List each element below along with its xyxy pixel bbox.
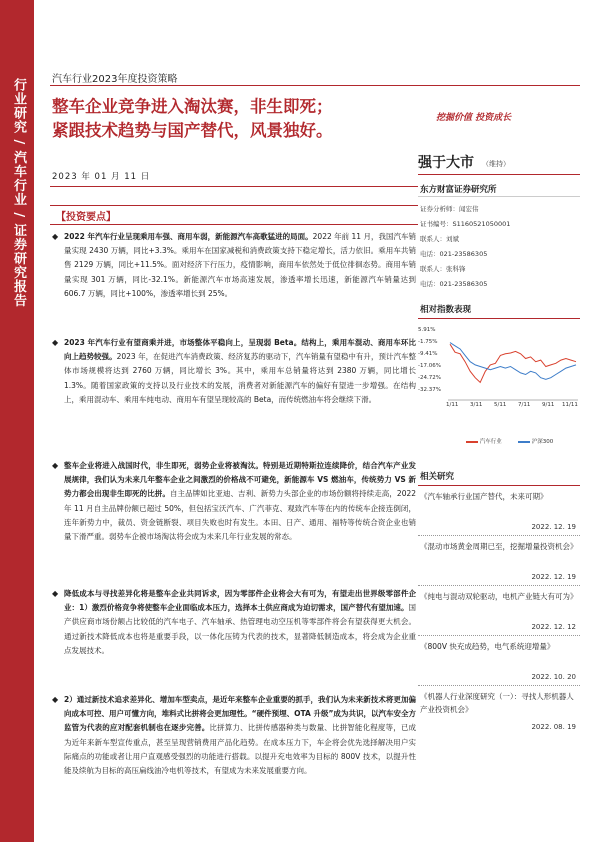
research-item[interactable]: 《机器人行业深度研究（一）：寻找人形机器人产业投资机会》 — [420, 692, 574, 714]
research-date: 2022. 10. 20 — [531, 673, 576, 681]
report-series-label: 汽车行业2023年度投资策略 — [52, 74, 178, 85]
research-date: 2022. 08. 19 — [531, 723, 576, 731]
key-point-3 — [64, 459, 416, 544]
bullet-diamond-icon: ◆ — [52, 695, 59, 704]
x-tick-label: 5/11 — [494, 402, 507, 408]
related-research-divider — [418, 485, 580, 486]
research-date: 2022. 12. 19 — [531, 573, 576, 581]
key-point-5 — [64, 693, 416, 778]
x-tick-label: 1/11 — [446, 402, 459, 408]
research-item[interactable]: 《纯电与混动双轮驱动，电机产业链大有可为》 — [420, 592, 578, 601]
research-separator — [418, 685, 580, 686]
chart-section-title: 相对指数表现 — [420, 305, 472, 315]
key-point-1-bold: 2022 年汽车行业呈现乘用车强、商用车弱，新能源汽车高歌猛进的局面。 — [64, 232, 313, 241]
key-points-title: 【投资要点】 — [56, 212, 116, 223]
rating-sub: （维持） — [482, 160, 510, 168]
analyst-line: 联系人：刘斌 — [420, 235, 459, 243]
chart-section-divider — [418, 318, 580, 319]
key-point-1 — [64, 230, 416, 301]
research-separator — [418, 585, 580, 586]
title-line-1: 整车企业竞争进入淘汰赛，非生即死； — [52, 97, 333, 116]
key-point-4 — [64, 587, 416, 658]
legend-label: 沪深300 — [531, 439, 554, 445]
date-divider — [50, 186, 418, 187]
key-point-4-text: 国产供应商市场份额占比较低的汽车电子、汽车轴承、热管理电动空压机等零部件将会有望获得更大机会。通过新技术降低成本也将是重要手段，以一体化压铸为代表的技术，显著降低制造成本，将会成为企业重点发展技术。 — [64, 603, 416, 655]
key-point-3-text: 自主品牌如比亚迪、吉利、新势力头部企业的市场份额将持续走高，2022 年 11 月自主品牌份额已超过 50%，但包括宝沃汽车、广汽菲克、观致汽车等在内的传统车企接连倒闭，连年新势力中，裁员、资金链断裂、项目失败也时有发生。本田、日产、通用、福特等传统合资企业也销量下滑严重。弱势车企被市场淘汰将会成为未来几年行业发展的常态。 — [64, 489, 417, 542]
research-separator — [418, 535, 580, 536]
research-separator — [418, 635, 580, 636]
header-divider-right — [418, 85, 580, 86]
x-tick-label: 11/11 — [562, 402, 578, 408]
research-item[interactable]: 《800V 快充成趋势，电气系统迎增量》 — [420, 642, 555, 651]
legend-swatch — [466, 441, 478, 443]
x-tick-label: 7/11 — [518, 402, 531, 408]
analyst-line: 电话：021-23586305 — [420, 250, 488, 258]
key-point-2-text: 2023 年，在促进汽车消费政策、经济复苏的驱动下，汽车销量有望稳中有升，预计汽车整体市场规模将达到 2760 万辆，同比增长 3%。其中，乘用车总销量将达到 2380 万辆，同比增长 1.3%。随着国家政策的支持以及行业技术的发展，消费者对新能源汽车的偏好有望进一步增强。在结构上，乘用混动车、乘用车纯电动、商用车有望呈现较高的 Beta，而传统燃油车将会继续下滑。 — [64, 352, 417, 404]
research-date: 2022. 12. 19 — [531, 523, 576, 531]
research-date: 2022. 12. 12 — [531, 623, 576, 631]
chart-plot — [418, 325, 580, 435]
report-date: 2023 年 01 月 11 日 — [52, 172, 151, 182]
analyst-line: 联系人：张科锋 — [420, 265, 466, 273]
y-tick-label: -24.72% — [418, 375, 441, 381]
series-line-0 — [450, 344, 576, 382]
analyst-line: 电话：021-23586305 — [420, 280, 488, 288]
slogan: 挖掘价值 投资成长 — [436, 113, 512, 123]
key-point-1-text: 2022 年前 11 月，我国汽车销量实现 2430 万辆，同比+3.3%。乘用车在国家减税和消费政策支持下稳定增长，活力依旧。乘用车共销售 2129 万辆，同比+11.5%。面对经济下行压力，疫情影响，商用车依然处于低位徘徊态势。商用车销量实现 301 万辆，同比-32.1%。新能源汽车市场高速发展，渗透率增长迅速，新能源汽车销量达到 606.7 万辆，同比+100%，渗透率增长到 25%。 — [64, 232, 416, 298]
bullet-diamond-icon: ◆ — [52, 461, 59, 470]
key-point-2 — [64, 336, 416, 407]
sidebar-category: 行业研究 / 汽车行业 / 证券研究报告 — [11, 78, 26, 308]
y-tick-label: -32.37% — [418, 387, 441, 393]
firm-divider — [418, 196, 580, 197]
legend-item-auto — [466, 437, 502, 445]
bullet-diamond-icon: ◆ — [52, 338, 59, 347]
key-point-5-text: 比拼算力、比拼传感器种类与数量、比拼智能化程度等，已成为近年来新车型宣传重点，甚至呈现营销费用产品化趋势。在成本压力下，车企将会优先选择解决用户实际痛点的功能或者让用户直观感受强烈的功能进行搭载。以提升充电效率为目标的 800V 技术，以提升性能及续航为目标的高压扁线油冷电机等技术，有望成为未来发展重要方向。 — [64, 723, 417, 776]
research-item[interactable]: 《汽车轴承行业国产替代，未来可期》 — [420, 492, 548, 501]
header-divider — [50, 85, 418, 86]
key-point-3-bold: 整车企业将进入战国时代，非生即死，弱势企业将被淘汰。特别是近期特斯拉连续降价，结合汽车产业发展规律，我们认为未来几年整车企业之间激烈的价格战不可避免，新能源车 VS 燃油车，传统势力 VS 新势力都会出现非生即死的比拼。 — [64, 461, 416, 499]
title-line-2: 紧跟技术趋势与国产替代，风景独好。 — [52, 121, 333, 140]
bullet-diamond-icon: ◆ — [52, 589, 59, 598]
research-firm: 东方财富证券研究所 — [420, 185, 497, 195]
series-line-1 — [450, 343, 576, 380]
left-sidebar — [0, 0, 34, 842]
analyst-line: 证书编号：S1160521050001 — [420, 220, 511, 228]
legend-item-hs300 — [518, 437, 553, 445]
x-tick-label: 3/11 — [470, 402, 483, 408]
key-point-5-bold: 2）通过新技术追求差异化、增加车型卖点，是近年来整车企业重要的抓手，我们认为未来新技术将更加偏向成本可控、用户可懂方向，堆料式比拼将会更加理性。“硬件预埋、OTA 升级”成为共识，以汽车安全方监管为代表的应对配套机制也在逐步完善。 — [64, 695, 416, 733]
rating-box — [418, 148, 580, 175]
analyst-line: 证券分析师：闻宏伟 — [420, 205, 479, 213]
relative-index-chart — [418, 325, 580, 455]
rating-main: 强于大市 — [418, 155, 474, 171]
related-research-title: 相关研究 — [420, 472, 455, 482]
y-tick-label: -1.75% — [418, 339, 438, 345]
y-tick-label: 5.91% — [418, 327, 436, 333]
key-point-2-bold: 2023 年汽车行业有望商乘并进，市场整体平稳向上，呈现弱 Beta。结构上，乘用车混动、商用车环比向上趋势较强。 — [64, 338, 416, 362]
legend-label: 汽车行业 — [479, 439, 502, 445]
y-tick-label: -17.06% — [418, 363, 441, 369]
research-item[interactable]: 《混动市场黄金周期已至，挖掘增量投资机会》 — [420, 542, 578, 551]
y-tick-label: -9.41% — [418, 351, 438, 357]
report-title — [52, 95, 412, 143]
key-point-4-bold: 降低成本与寻找差异化将是整车企业共同诉求，因为零部件企业将会大有可为，有望走出世界级零部件企业：1）激烈价格竞争将使整车企业面临成本压力，选择本土供应商成为迫切需求，国产替代有望加速。 — [64, 589, 416, 613]
x-tick-label: 9/11 — [542, 402, 555, 408]
bullet-diamond-icon: ◆ — [52, 232, 59, 241]
legend-swatch — [518, 441, 530, 443]
